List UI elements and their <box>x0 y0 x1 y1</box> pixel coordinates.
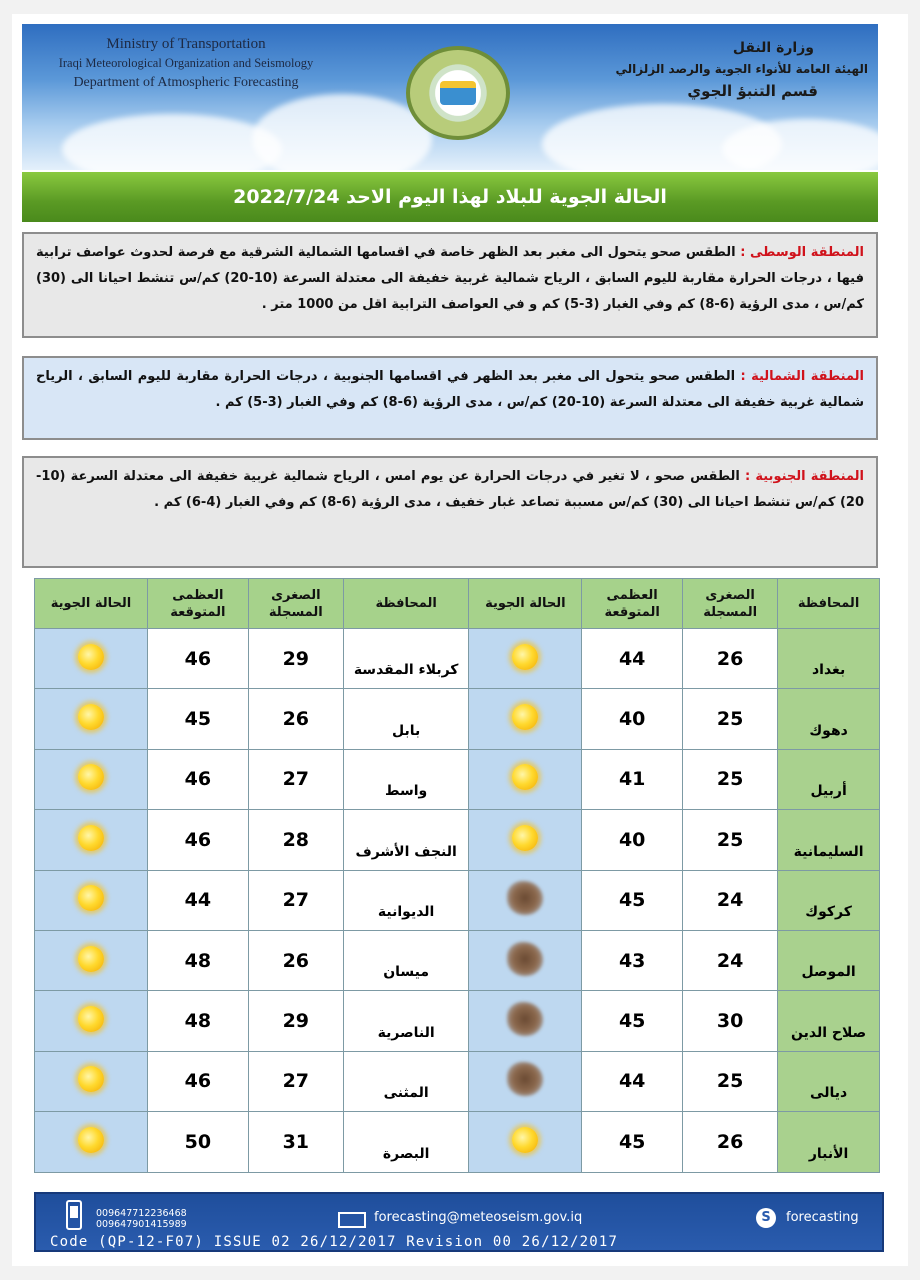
mail-icon <box>338 1212 366 1228</box>
min-temp-cell: 24 <box>683 870 778 930</box>
table-header-row <box>35 579 880 629</box>
min-temp-cell: 31 <box>248 1112 343 1172</box>
sun-icon <box>512 644 538 670</box>
sun-icon <box>512 825 538 851</box>
weather-cell <box>35 1112 148 1172</box>
table-row <box>35 930 880 990</box>
phone-number-2: 009647901415989 <box>96 1219 187 1230</box>
min-temp-cell: 29 <box>248 991 343 1051</box>
weather-cell <box>35 991 148 1051</box>
ministry-name-ar: وزارة النقل <box>732 40 814 56</box>
min-temp-cell: 27 <box>248 1051 343 1111</box>
region-north-text: الطقس صحو يتحول الى مغبر بعد الظهر في اقسامها الجنوبية ، درجات الحرارة مقاربة لليوم السابق ، الرياح شمالية غربية خفيفة الى معتدلة السرعة (10-20) كم/س ، مدى الرؤية (6-8) كم وفي الغبار (3-5) كم . <box>36 369 864 410</box>
table-row <box>35 1112 880 1172</box>
sun-icon <box>78 1066 104 1092</box>
min-temp-cell: 29 <box>248 629 343 689</box>
max-temp-cell: 45 <box>582 991 683 1051</box>
header-arabic <box>588 38 868 102</box>
region-south <box>22 456 878 568</box>
max-temp-cell: 45 <box>582 870 683 930</box>
min-temp-cell: 26 <box>248 689 343 749</box>
table-row <box>35 991 880 1051</box>
max-temp-cell: 40 <box>582 810 683 870</box>
weather-cell <box>35 930 148 990</box>
weather-cell <box>469 749 582 809</box>
phone-number-1: 009647712236468 <box>96 1208 187 1219</box>
sun-icon <box>512 704 538 730</box>
table-row <box>35 1051 880 1111</box>
table-row <box>35 870 880 930</box>
province-cell: النجف الأشرف <box>343 810 469 870</box>
organization-name-ar: الهيئة العامة للأنواء الجوية والرصد الزلزالي <box>615 62 868 76</box>
province-cell: ديالى <box>778 1051 880 1111</box>
skype-handle[interactable]: forecasting <box>786 1210 859 1225</box>
max-temp-cell: 46 <box>147 1051 248 1111</box>
sun-icon <box>512 1127 538 1153</box>
sun-icon <box>78 885 104 911</box>
region-south-label: المنطقة الجنوبية : <box>745 469 865 484</box>
min-temp-cell: 28 <box>248 810 343 870</box>
min-temp-cell: 26 <box>683 1112 778 1172</box>
region-south-text: الطقس صحو ، لا تغير في درجات الحرارة عن يوم امس ، الرياح شمالية غربية خفيفة الى معتدلة السرعة (10-20) كم/س تنشط احيانا الى (30) كم/س مسببة تصاعد غبار خفيف ، مدى الرؤية (6-8) كم وفي الغبار (4-6) كم . <box>36 469 864 510</box>
sun-icon <box>78 1006 104 1032</box>
min-temp-cell: 25 <box>683 689 778 749</box>
province-cell: بغداد <box>778 629 880 689</box>
region-north-label: المنطقة الشمالية : <box>740 369 865 384</box>
table-body <box>35 629 880 1173</box>
province-cell: الديوانية <box>343 870 469 930</box>
province-cell: المثنى <box>343 1051 469 1111</box>
max-temp-cell: 46 <box>147 810 248 870</box>
title-bar <box>22 172 878 222</box>
dust-icon <box>507 881 543 915</box>
sun-icon <box>78 704 104 730</box>
header-min-2: الصغرى المسجلة <box>248 579 343 629</box>
header-max-2: العظمى المتوقعة <box>147 579 248 629</box>
footer-bar <box>34 1192 884 1252</box>
sun-icon <box>78 764 104 790</box>
max-temp-cell: 48 <box>147 930 248 990</box>
province-cell: ميسان <box>343 930 469 990</box>
region-central-label: المنطقة الوسطى : <box>740 245 864 260</box>
table-row <box>35 689 880 749</box>
min-temp-cell: 24 <box>683 930 778 990</box>
max-temp-cell: 43 <box>582 930 683 990</box>
max-temp-cell: 40 <box>582 689 683 749</box>
header-weather-2: الحالة الجوية <box>35 579 148 629</box>
min-temp-cell: 27 <box>248 749 343 809</box>
weather-cell <box>35 810 148 870</box>
ministry-name-en: Ministry of Transportation <box>106 36 266 52</box>
province-cell: الناصرية <box>343 991 469 1051</box>
max-temp-cell: 45 <box>582 1112 683 1172</box>
header-weather-1: الحالة الجوية <box>469 579 582 629</box>
weather-cell <box>35 870 148 930</box>
sun-icon <box>78 644 104 670</box>
header-max-1: العظمى المتوقعة <box>582 579 683 629</box>
organization-logo-icon <box>406 46 510 140</box>
province-cell: دهوك <box>778 689 880 749</box>
dust-icon <box>507 1062 543 1096</box>
province-cell: الموصل <box>778 930 880 990</box>
region-north <box>22 356 878 440</box>
dust-icon <box>507 1002 543 1036</box>
sun-icon <box>78 946 104 972</box>
header-province-2: المحافظة <box>343 579 469 629</box>
max-temp-cell: 45 <box>147 689 248 749</box>
max-temp-cell: 41 <box>582 749 683 809</box>
weather-cell <box>469 1051 582 1111</box>
organization-name-en: Iraqi Meteorological Organization and Seismology <box>58 56 314 70</box>
table-row <box>35 629 880 689</box>
forecast-table <box>34 578 880 1173</box>
header-english <box>36 34 336 93</box>
max-temp-cell: 44 <box>147 870 248 930</box>
max-temp-cell: 44 <box>582 1051 683 1111</box>
weather-cell <box>35 1051 148 1111</box>
max-temp-cell: 44 <box>582 629 683 689</box>
region-central <box>22 232 878 338</box>
province-cell: السليمانية <box>778 810 880 870</box>
province-cell: البصرة <box>343 1112 469 1172</box>
dust-icon <box>507 942 543 976</box>
min-temp-cell: 26 <box>248 930 343 990</box>
max-temp-cell: 50 <box>147 1112 248 1172</box>
weather-cell <box>469 870 582 930</box>
document-code: Code (QP-12-F07) ISSUE 02 26/12/2017 Revision 00 26/12/2017 <box>50 1234 619 1250</box>
department-name-ar: قسم التنبؤ الجوي <box>687 82 818 100</box>
province-cell: كركوك <box>778 870 880 930</box>
skype-icon: S <box>756 1208 776 1228</box>
province-cell: الأنبار <box>778 1112 880 1172</box>
min-temp-cell: 25 <box>683 749 778 809</box>
department-name-en: Department of Atmospheric Forecasting <box>73 75 299 90</box>
sun-icon <box>512 764 538 790</box>
province-cell: واسط <box>343 749 469 809</box>
header-min-1: الصغرى المسجلة <box>683 579 778 629</box>
min-temp-cell: 26 <box>683 629 778 689</box>
header-province-1: المحافظة <box>778 579 880 629</box>
weather-cell <box>469 629 582 689</box>
province-cell: صلاح الدين <box>778 991 880 1051</box>
weather-cell <box>35 629 148 689</box>
max-temp-cell: 46 <box>147 629 248 689</box>
header-banner <box>22 24 878 170</box>
table-row <box>35 810 880 870</box>
min-temp-cell: 25 <box>683 1051 778 1111</box>
weather-cell <box>35 689 148 749</box>
weather-cell <box>469 810 582 870</box>
sun-icon <box>78 825 104 851</box>
min-temp-cell: 27 <box>248 870 343 930</box>
max-temp-cell: 46 <box>147 749 248 809</box>
weather-cell <box>469 930 582 990</box>
min-temp-cell: 30 <box>683 991 778 1051</box>
phone-icon <box>66 1200 82 1230</box>
min-temp-cell: 25 <box>683 810 778 870</box>
phone-numbers <box>96 1208 187 1230</box>
table-row <box>35 749 880 809</box>
province-cell: بابل <box>343 689 469 749</box>
province-cell: أربيل <box>778 749 880 809</box>
weather-cell <box>469 991 582 1051</box>
province-cell: كربلاء المقدسة <box>343 629 469 689</box>
weather-cell <box>469 689 582 749</box>
sun-icon <box>78 1127 104 1153</box>
max-temp-cell: 48 <box>147 991 248 1051</box>
weather-cell <box>469 1112 582 1172</box>
email-address[interactable]: forecasting@meteoseism.gov.iq <box>374 1210 583 1225</box>
page-title: الحالة الجوية للبلاد لهذا اليوم الاحد 2022/7/24 <box>233 186 667 208</box>
region-central-text: الطقس صحو يتحول الى مغبر بعد الظهر خاصة في اقسامها الشمالية الشرقية مع فرصة لحدوث عواصف ترابية فيها ، درجات الحرارة مقاربة لليوم السابق ، الرياح شمالية غربية خفيفة الى معتدلة السرعة (10-20) كم/س تنشط احيانا الى (30) كم/س ، مدى الرؤية (6-8) كم وفي الغبار (3-5) كم و في العواصف الترابية اقل من 1000 متر . <box>36 245 864 312</box>
weather-cell <box>35 749 148 809</box>
